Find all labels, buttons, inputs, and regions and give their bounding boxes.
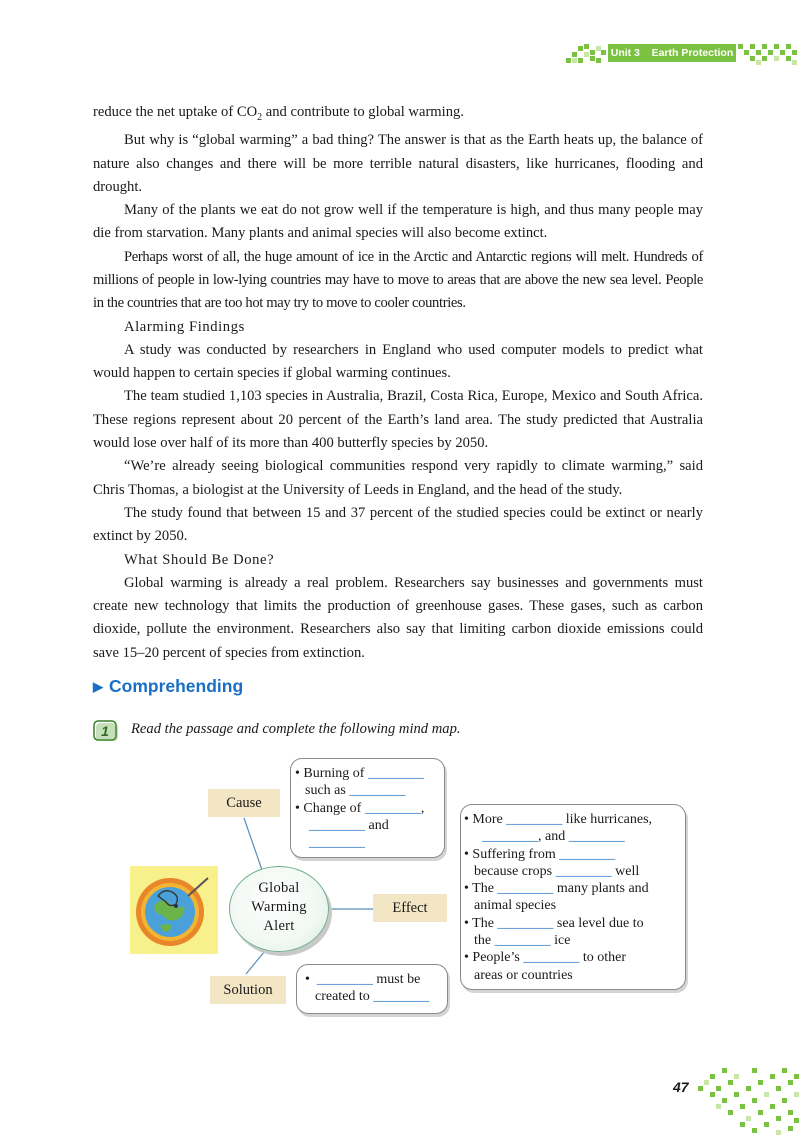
cause-row-3: • Change of ________, (295, 800, 425, 816)
solution-row-2: created to ________ (315, 989, 430, 1005)
blank[interactable]: ________ (309, 835, 365, 851)
center-line-2: Warming (251, 899, 307, 915)
cause-row-4: ________ and (309, 817, 389, 833)
passage-paragraph-9: Global warming is already a real problem. Researchers say businesses and governments must create new technology that limits the production of greenhouse gases. These gases, such as carbon dioxide, pollute the environment. Researchers also say that limiting carbon dioxide emissions could save 15–20 percent of species from extinction. (93, 574, 703, 661)
blank[interactable]: ________ (316, 972, 373, 987)
solution-row-1: • ________ must be (305, 972, 421, 987)
effect-box (460, 804, 686, 990)
passage-paragraph-7: “We’re already seeing biological communities respond very rapidly to climate warming,” said Chris Thomas, a biologist at the University of Leeds in England, and the head of the study. (93, 458, 703, 498)
blank[interactable]: ________ (523, 950, 580, 966)
blank[interactable]: ________ (349, 783, 406, 799)
passage-paragraph-2: But why is “global warming” a bad thing? The answer is that as the Earth heats up, the balance of nature also changes and there will be more terrible natural disasters, like hurricanes, flooding and drought. (93, 132, 703, 195)
blank[interactable]: ________ (568, 829, 625, 845)
mindmap-center (229, 866, 329, 952)
globe-illustration (130, 866, 218, 954)
cause-box (290, 758, 445, 858)
passage-paragraph-8: The study found that between 15 and 37 percent of the studied species could be extinct or nearly extinct by 2050. (93, 504, 703, 545)
effect-row-8: the ________ ice (474, 933, 571, 949)
effect-row-6: animal species (474, 898, 557, 914)
blank[interactable]: ________ (309, 817, 365, 833)
blank[interactable]: ________ (494, 933, 551, 949)
effect-row-4: because crops ________ well (474, 863, 640, 879)
cause-row-5 (295, 834, 444, 851)
blank[interactable]: ________ (506, 812, 563, 827)
cause-row-1: • Burning of ________ (295, 766, 424, 781)
blank[interactable]: ________ (497, 881, 554, 897)
effect-label: Effect (373, 894, 447, 922)
passage-paragraph-3: Many of the plants we eat do not grow well if the temperature is high, and thus many people may die from starvation. Many plants and animal species will also become extinct. (93, 202, 703, 242)
center-line-3: Alert (263, 918, 295, 934)
blank[interactable]: ________ (373, 989, 430, 1005)
subheading-alarming-findings: Alarming Findings (124, 318, 245, 335)
blank[interactable]: ________ (497, 915, 554, 931)
cause-connector (244, 818, 262, 870)
solution-box (296, 964, 448, 1014)
footer-pattern (690, 1068, 800, 1138)
page-number: 47 (673, 1079, 689, 1095)
solution-connector (246, 951, 265, 974)
passage-paragraph-4: Perhaps worst of all, the huge amount of ice in the Arctic and Antarctic regions will melt. Hundreds of millions of people in low-lying countries may have to move to areas that are above the new sea level. People in the countries that are too hot may try to move to cooler countries. (93, 248, 703, 312)
passage-paragraph-5: A study was conducted by researchers in England who used computer models to predict what would happen to certain species if global warming continues. (93, 341, 703, 382)
effect-row-1: • More ________ like hurricanes, (464, 812, 653, 827)
center-line-1: Global (258, 880, 300, 896)
task-instruction: Read the passage and complete the following mind map. (131, 721, 461, 737)
blank[interactable]: ________ (367, 766, 424, 781)
effect-row-2: ________, and ________ (482, 829, 625, 845)
cause-label: Cause (208, 789, 280, 817)
passage-paragraph-6: The team studied 1,103 species in Australia, Brazil, Costa Rica, Europe, Mexico and South Africa. These regions represent about 20 percent of the Earth’s land area. The study predicted that Australia would lose over half of its more than 400 butterfly species by 2050. (93, 388, 703, 452)
cause-row-2: such as ________ (305, 783, 406, 799)
effect-row-10: areas or countries (474, 967, 573, 983)
blank[interactable]: ________ (364, 800, 421, 816)
blank[interactable]: ________ (482, 829, 538, 845)
effect-row-3: • Suffering from ________ (464, 846, 616, 862)
task-number: 1 (101, 723, 109, 739)
effect-row-9: • People’s ________ to other (464, 950, 627, 966)
blank[interactable]: ________ (555, 863, 612, 879)
blank[interactable]: ________ (559, 846, 616, 862)
solution-label: Solution (210, 976, 286, 1004)
effect-row-5: • The ________ many plants and (464, 881, 649, 897)
triangle-icon: ▶ (93, 678, 103, 694)
passage-paragraph-1: reduce the net uptake of $CO_2$ and contribute to global warming. (93, 104, 464, 123)
section-heading-text: Comprehending (109, 676, 244, 696)
effect-row-7: • The ________ sea level due to (464, 915, 644, 931)
subheading-what-should-be-done: What Should Be Done? (124, 551, 275, 568)
burning-earth-icon (130, 866, 218, 954)
unit-header-label: Unit 3 Earth Protection (610, 47, 734, 59)
